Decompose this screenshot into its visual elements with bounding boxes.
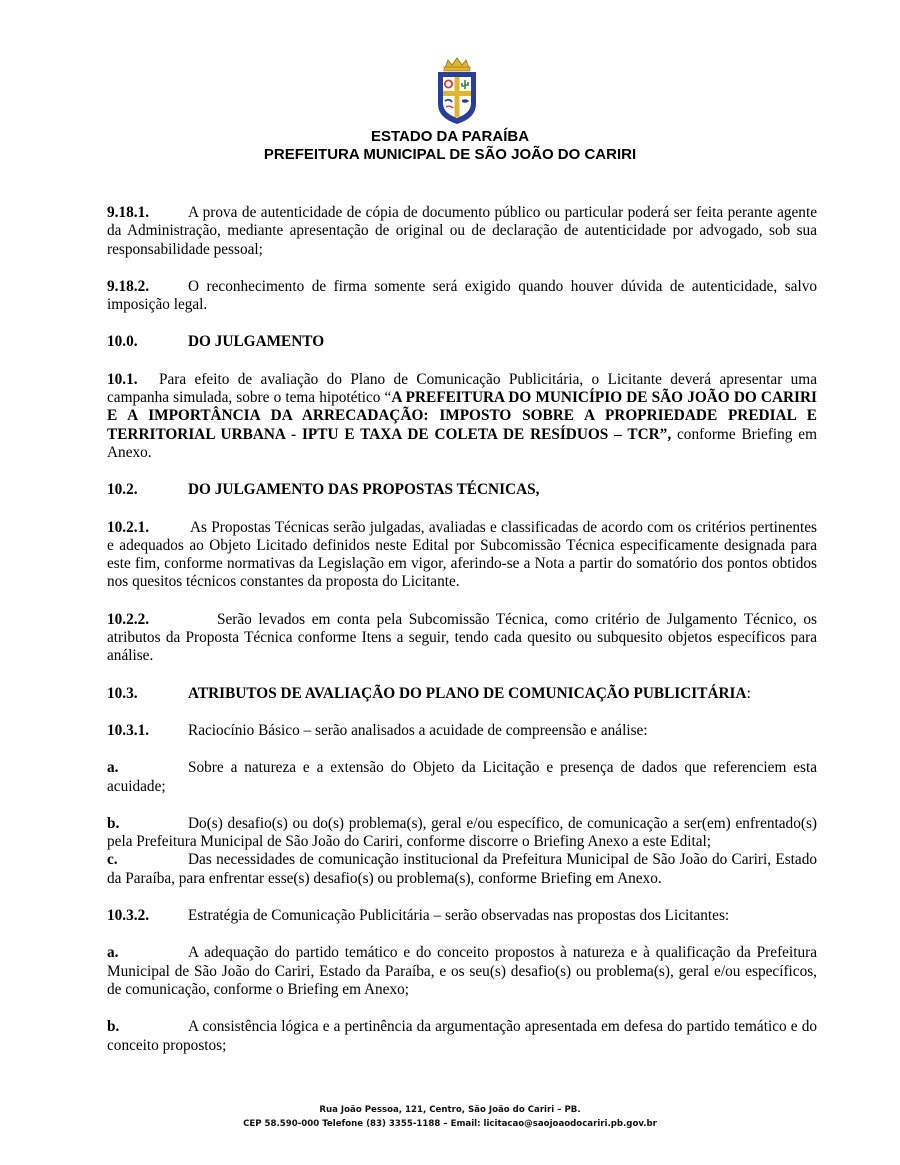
- state-title: ESTADO DA PARAÍBA: [370, 128, 530, 145]
- item-label: c.: [107, 851, 118, 869]
- clause-number: 9.18.2.: [107, 277, 150, 295]
- clause-text: O reconhecimento de firma somente será exigido quando houver dúvida de autenticidade, salvo imposição legal.: [107, 277, 817, 314]
- item-label: a.: [107, 759, 119, 777]
- campaign-theme: A PREFEITURA DO MUNICÍPIO DE SÃO JOÃO DO CARIRI E A IMPORTÂNCIA DA ARRECADAÇÃO: IMPOSTO SOBRE A PROPRIEDADE PREDIAL E TERRITORIAL URBANA - IPTU E TAXA DE COLETA DE RESÍDUOS – TCR”,: [107, 389, 817, 443]
- item-label: b.: [107, 1018, 120, 1036]
- document-body: [107, 204, 817, 1074]
- footer-address: Rua João Pessoa, 121, Centro, São João do Cariri – PB.: [319, 1105, 581, 1115]
- item-label: b.: [107, 814, 120, 832]
- list-item-10-3-1-b: [107, 815, 817, 852]
- clause-text: Estratégia de Comunicação Publicitária – serão observadas nas propostas dos Licitantes:: [188, 907, 730, 925]
- clause-number: 10.2.2.: [107, 610, 150, 628]
- clause-9-18-1: [107, 204, 817, 259]
- item-text: Do(s) desafio(s) ou do(s) problema(s), geral e/ou específico, de comunicação a ser(em) enfrentado(s) pela Prefeitura Municipal de São João do Cariri, conforme discorre o Briefing Anexo a este Edital;: [107, 814, 817, 851]
- municipal-coat-of-arms-icon: [432, 56, 482, 126]
- section-title: DO JULGAMENTO DAS PROPOSTAS TÉCNICAS,: [188, 481, 540, 499]
- section-heading-10-3: [107, 685, 817, 703]
- clause-number: 9.18.1.: [107, 204, 150, 221]
- clause-number: 10.1.: [107, 370, 138, 388]
- clause-text-end: conforme Briefing em Anexo.: [107, 425, 817, 461]
- section-heading-10-2: [107, 481, 817, 499]
- item-text: A consistência lógica e a pertinência da argumentação apresentada em defesa do partido temático e do conceito propostos;: [107, 1018, 817, 1054]
- clause-text: A prova de autenticidade de cópia de documento público ou particular poderá ser feita perante agente da Administração, mediante apresentação de original ou de declaração de autenticidade por advogado, sob sua responsabilidade pessoal;: [107, 204, 817, 258]
- clause-number: 10.3.2.: [107, 907, 150, 925]
- clause-9-18-2: [107, 278, 817, 315]
- section-number: 10.2.: [107, 481, 138, 499]
- clause-text: Serão levados em conta pela Subcomissão Técnica, como critério de Julgamento Técnico, os atributos da Proposta Técnica conforme Itens a seguir, tendo cada quesito ou subquesito objetos específicos para análise.: [107, 610, 817, 665]
- municipality-title: PREFEITURA MUNICIPAL DE SÃO JOÃO DO CARIRI: [263, 146, 637, 163]
- list-item-10-3-2-a: [107, 944, 817, 999]
- clause-10-3-2: [107, 907, 817, 925]
- section-title: DO JULGAMENTO: [188, 333, 325, 351]
- clause-10-1: [107, 371, 817, 462]
- item-text: Sobre a natureza e a extensão do Objeto da Licitação e presença de dados que referenciem esta acuidade;: [107, 759, 817, 795]
- clause-number: 10.2.1.: [107, 518, 150, 536]
- item-label: a.: [107, 944, 119, 962]
- clause-text: Para efeito de avaliação do Plano de Comunicação Publicitária, o Licitante deverá apresentar uma campanha simulada, sobre o tema hipotético “: [107, 370, 817, 407]
- section-heading-10-0: [107, 333, 817, 351]
- list-item-10-3-1-a: [107, 759, 817, 796]
- section-number: 10.3.: [107, 684, 138, 702]
- clause-number: 10.3.1.: [107, 721, 150, 739]
- section-title-suffix: :: [746, 684, 751, 702]
- item-text: Das necessidades de comunicação institucional da Prefeitura Municipal de São João do Cariri, Estado da Paraíba, para enfrentar esse(s) desafio(s) ou problema(s), conforme Briefing em Anexo.: [107, 851, 817, 887]
- section-title: ATRIBUTOS DE AVALIAÇÃO DO PLANO DE COMUNICAÇÃO PUBLICITÁRIA: [188, 684, 747, 702]
- clause-text: Raciocínio Básico – serão analisados a acuidade de compreensão e análise:: [188, 721, 648, 739]
- footer-contact: CEP 58.590-000 Telefone (83) 3355-1188 – Email: licitacao@saojoaodocariri.pb.gov.br: [243, 1119, 657, 1129]
- item-text: A adequação do partido temático e do conceito propostos à natureza e à qualificação da Prefeitura Municipal de São João do Cariri, Estado da Paraíba, e os seu(s) desafio(s) ou problema(s), geral e/ou específicos, de comunicação, conforme o Briefing em Anexo;: [107, 944, 817, 998]
- clause-10-2-1: [107, 519, 817, 592]
- clause-10-3-1: [107, 722, 817, 740]
- list-item-10-3-2-b: [107, 1018, 817, 1055]
- clause-10-2-2: [107, 611, 817, 666]
- clause-text: As Propostas Técnicas serão julgadas, avaliadas e classificadas de acordo com os critérios pertinentes e adequados ao Objeto Licitado definidos neste Edital por Subcomissão Técnica especificamente designada para este fim, conforme normativas da Legislação em vigor, aferindo-se a Nota a partir do somatório dos pontos obtidos nos quesitos técnicos constantes da proposta do Licitante.: [107, 518, 817, 591]
- list-item-10-3-1-c: [107, 851, 817, 888]
- section-number: 10.0.: [107, 333, 138, 351]
